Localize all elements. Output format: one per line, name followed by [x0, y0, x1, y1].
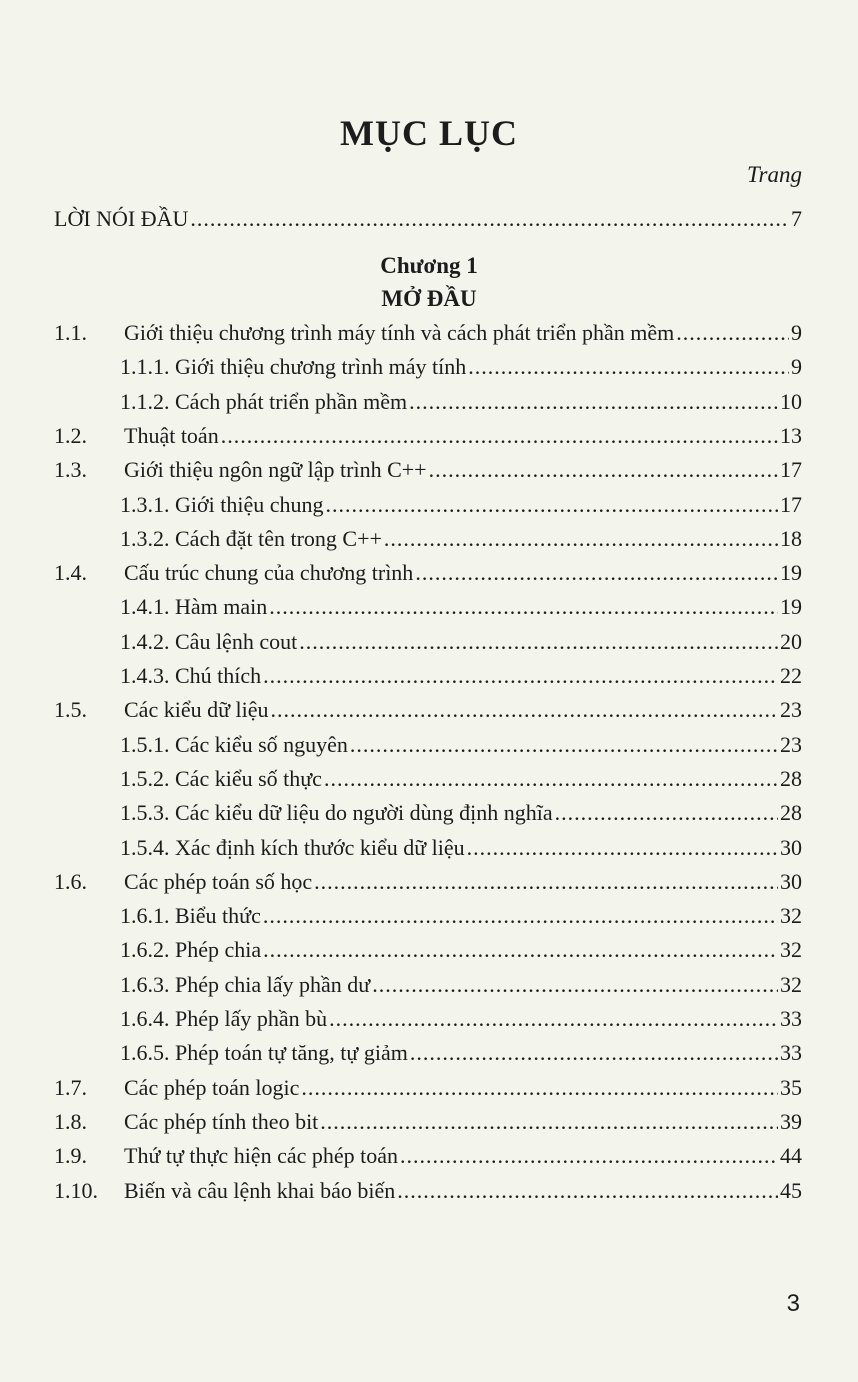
toc-entry	[54, 318, 802, 348]
page-column-label: Trang	[747, 162, 802, 187]
toc-entry	[120, 661, 802, 691]
toc-entry-page: 33	[780, 1040, 802, 1065]
toc-entry-page: 23	[780, 697, 802, 722]
toc-entry	[54, 455, 802, 485]
toc-entry	[120, 833, 802, 863]
dot-leader	[324, 764, 778, 794]
toc-entry-number: 1.7.	[54, 1075, 87, 1100]
toc-entry	[120, 798, 802, 828]
toc-entry-text: Giới thiệu ngôn ngữ lập trình C++	[124, 457, 427, 482]
dot-leader	[400, 1141, 778, 1171]
dot-leader	[555, 798, 778, 828]
chapter-name: MỞ ĐẦU	[381, 286, 477, 311]
toc-entry-page: 30	[780, 835, 802, 860]
toc-entry-page: 19	[780, 560, 802, 585]
dot-leader	[397, 1176, 778, 1206]
dot-leader	[263, 661, 778, 691]
toc-entry-text: 1.6.1. Biểu thức	[120, 903, 261, 928]
toc-entry	[120, 490, 802, 520]
toc-entry-number: 1.9.	[54, 1143, 87, 1168]
toc-entry-page: 45	[780, 1178, 802, 1203]
toc-entry-text: 1.6.4. Phép lấy phần bù	[120, 1006, 328, 1031]
toc-entry	[120, 1038, 802, 1068]
toc-entry-page: 28	[780, 766, 802, 791]
toc-entry	[120, 730, 802, 760]
toc-entry-page: 17	[780, 457, 802, 482]
toc-entry-page: 32	[780, 937, 802, 962]
toc-entry-page: 44	[780, 1143, 802, 1168]
toc-entry	[54, 867, 802, 897]
toc-entry-page: 33	[780, 1006, 802, 1031]
dot-leader	[326, 490, 779, 520]
dot-leader	[299, 627, 778, 657]
toc-entry-page: 23	[780, 732, 802, 757]
dot-leader	[263, 935, 778, 965]
toc-entry-page: 30	[780, 869, 802, 894]
dot-leader	[384, 524, 778, 554]
dot-leader	[467, 833, 778, 863]
toc-entry-text: 1.6.5. Phép toán tự tăng, tự giảm	[120, 1040, 408, 1065]
toc-entry-text: Các phép toán số học	[124, 869, 313, 894]
toc-entry-page: 17	[780, 492, 802, 517]
toc-entry-text: Các phép tính theo bit	[124, 1109, 319, 1134]
toc-entry-text: Giới thiệu chương trình máy tính và cách phát triển phần mềm	[124, 320, 675, 345]
toc-entry	[120, 387, 802, 417]
dot-leader	[301, 1073, 778, 1103]
dot-leader	[410, 1038, 778, 1068]
toc-entry-text: 1.5.4. Xác định kích thước kiểu dữ liệu	[120, 835, 465, 860]
toc-entry-front	[54, 204, 802, 234]
toc-entry-text: 1.4.3. Chú thích	[120, 663, 262, 688]
toc-entry-page: 39	[780, 1109, 802, 1134]
toc-entry-text: 1.6.3. Phép chia lấy phần dư	[120, 972, 371, 997]
toc-entry-text: Các phép toán logic	[124, 1075, 300, 1100]
toc-entry-number: 1.1.	[54, 320, 87, 345]
dot-leader	[468, 352, 789, 382]
toc-entry	[54, 695, 802, 725]
toc-entry-text: Cấu trúc chung của chương trình	[124, 560, 414, 585]
toc-entry-number: 1.4.	[54, 560, 87, 585]
dot-leader	[263, 901, 778, 931]
toc-entry-text: 1.1.2. Cách phát triển phần mềm	[120, 389, 408, 414]
toc-entry	[120, 901, 802, 931]
toc-entry-page: 22	[780, 663, 802, 688]
toc-entry	[54, 1176, 802, 1206]
toc-entry-text: 1.3.2. Cách đặt tên trong C++	[120, 526, 382, 551]
toc-entry-text: 1.4.1. Hàm main	[120, 594, 268, 619]
toc-entry	[120, 935, 802, 965]
toc-entry-number: 1.10.	[54, 1178, 98, 1203]
dot-leader	[372, 970, 778, 1000]
toc-entry	[120, 352, 802, 382]
dot-leader	[314, 867, 778, 897]
toc-entry-text: 1.6.2. Phép chia	[120, 937, 262, 962]
dot-leader	[271, 695, 779, 725]
dot-leader	[269, 592, 778, 622]
toc-entry-text: Các kiểu dữ liệu	[124, 697, 269, 722]
toc-entry-text: 1.5.3. Các kiểu dữ liệu do người dùng định nghĩa	[120, 800, 553, 825]
toc-entry-number: 1.5.	[54, 697, 87, 722]
toc-entry	[120, 592, 802, 622]
chapter-label: Chương 1	[380, 253, 478, 278]
toc-entry	[54, 1073, 802, 1103]
toc-entry-text: Thuật toán	[124, 423, 219, 448]
dot-leader	[409, 387, 778, 417]
toc-entry	[54, 421, 802, 451]
toc-entry-number: 1.3.	[54, 457, 87, 482]
toc-entry-text: Biến và câu lệnh khai báo biến	[124, 1178, 396, 1203]
toc-entry-page: 28	[780, 800, 802, 825]
toc-entry	[120, 1004, 802, 1034]
toc-entry	[120, 970, 802, 1000]
toc-entry	[120, 627, 802, 657]
toc-entry-page: 13	[780, 423, 802, 448]
dot-leader	[320, 1107, 778, 1137]
toc-entry-page: 19	[780, 594, 802, 619]
toc-entry-page: 35	[780, 1075, 802, 1100]
toc-entry-text: 1.5.2. Các kiểu số thực	[120, 766, 322, 791]
dot-leader	[350, 730, 778, 760]
toc-entry-text: 1.3.1. Giới thiệu chung	[120, 492, 324, 517]
toc-entry	[120, 524, 802, 554]
dot-leader	[190, 204, 789, 234]
toc-entry-page: 32	[780, 903, 802, 928]
dot-leader	[221, 421, 778, 451]
toc-entry-number: 1.6.	[54, 869, 87, 894]
dot-leader	[429, 455, 778, 485]
toc-entry-text: LỜI NÓI ĐẦU	[54, 206, 189, 231]
toc-entry-page: 20	[780, 629, 802, 654]
dot-leader	[676, 318, 789, 348]
dot-leader	[415, 558, 778, 588]
toc-entry-text: 1.4.2. Câu lệnh cout	[120, 629, 298, 654]
page-title: MỤC LỤC	[340, 113, 518, 153]
dot-leader	[329, 1004, 778, 1034]
page-number: 3	[786, 1290, 800, 1317]
toc-entry	[120, 764, 802, 794]
toc-entry-text: Thứ tự thực hiện các phép toán	[124, 1143, 399, 1168]
toc-entry-page: 10	[780, 389, 802, 414]
toc-entry-page: 18	[780, 526, 802, 551]
toc-entry-page: 9	[791, 354, 802, 379]
toc-entry-page: 32	[780, 972, 802, 997]
toc-entry-number: 1.8.	[54, 1109, 87, 1134]
toc-entry-page: 7	[791, 206, 802, 231]
toc-entry	[54, 558, 802, 588]
toc-entry	[54, 1141, 802, 1171]
toc-entry-number: 1.2.	[54, 423, 87, 448]
toc-entry-text: 1.5.1. Các kiểu số nguyên	[120, 732, 348, 757]
toc-entry	[54, 1107, 802, 1137]
toc-entry-page: 9	[791, 320, 802, 345]
toc-entry-text: 1.1.1. Giới thiệu chương trình máy tính	[120, 354, 467, 379]
